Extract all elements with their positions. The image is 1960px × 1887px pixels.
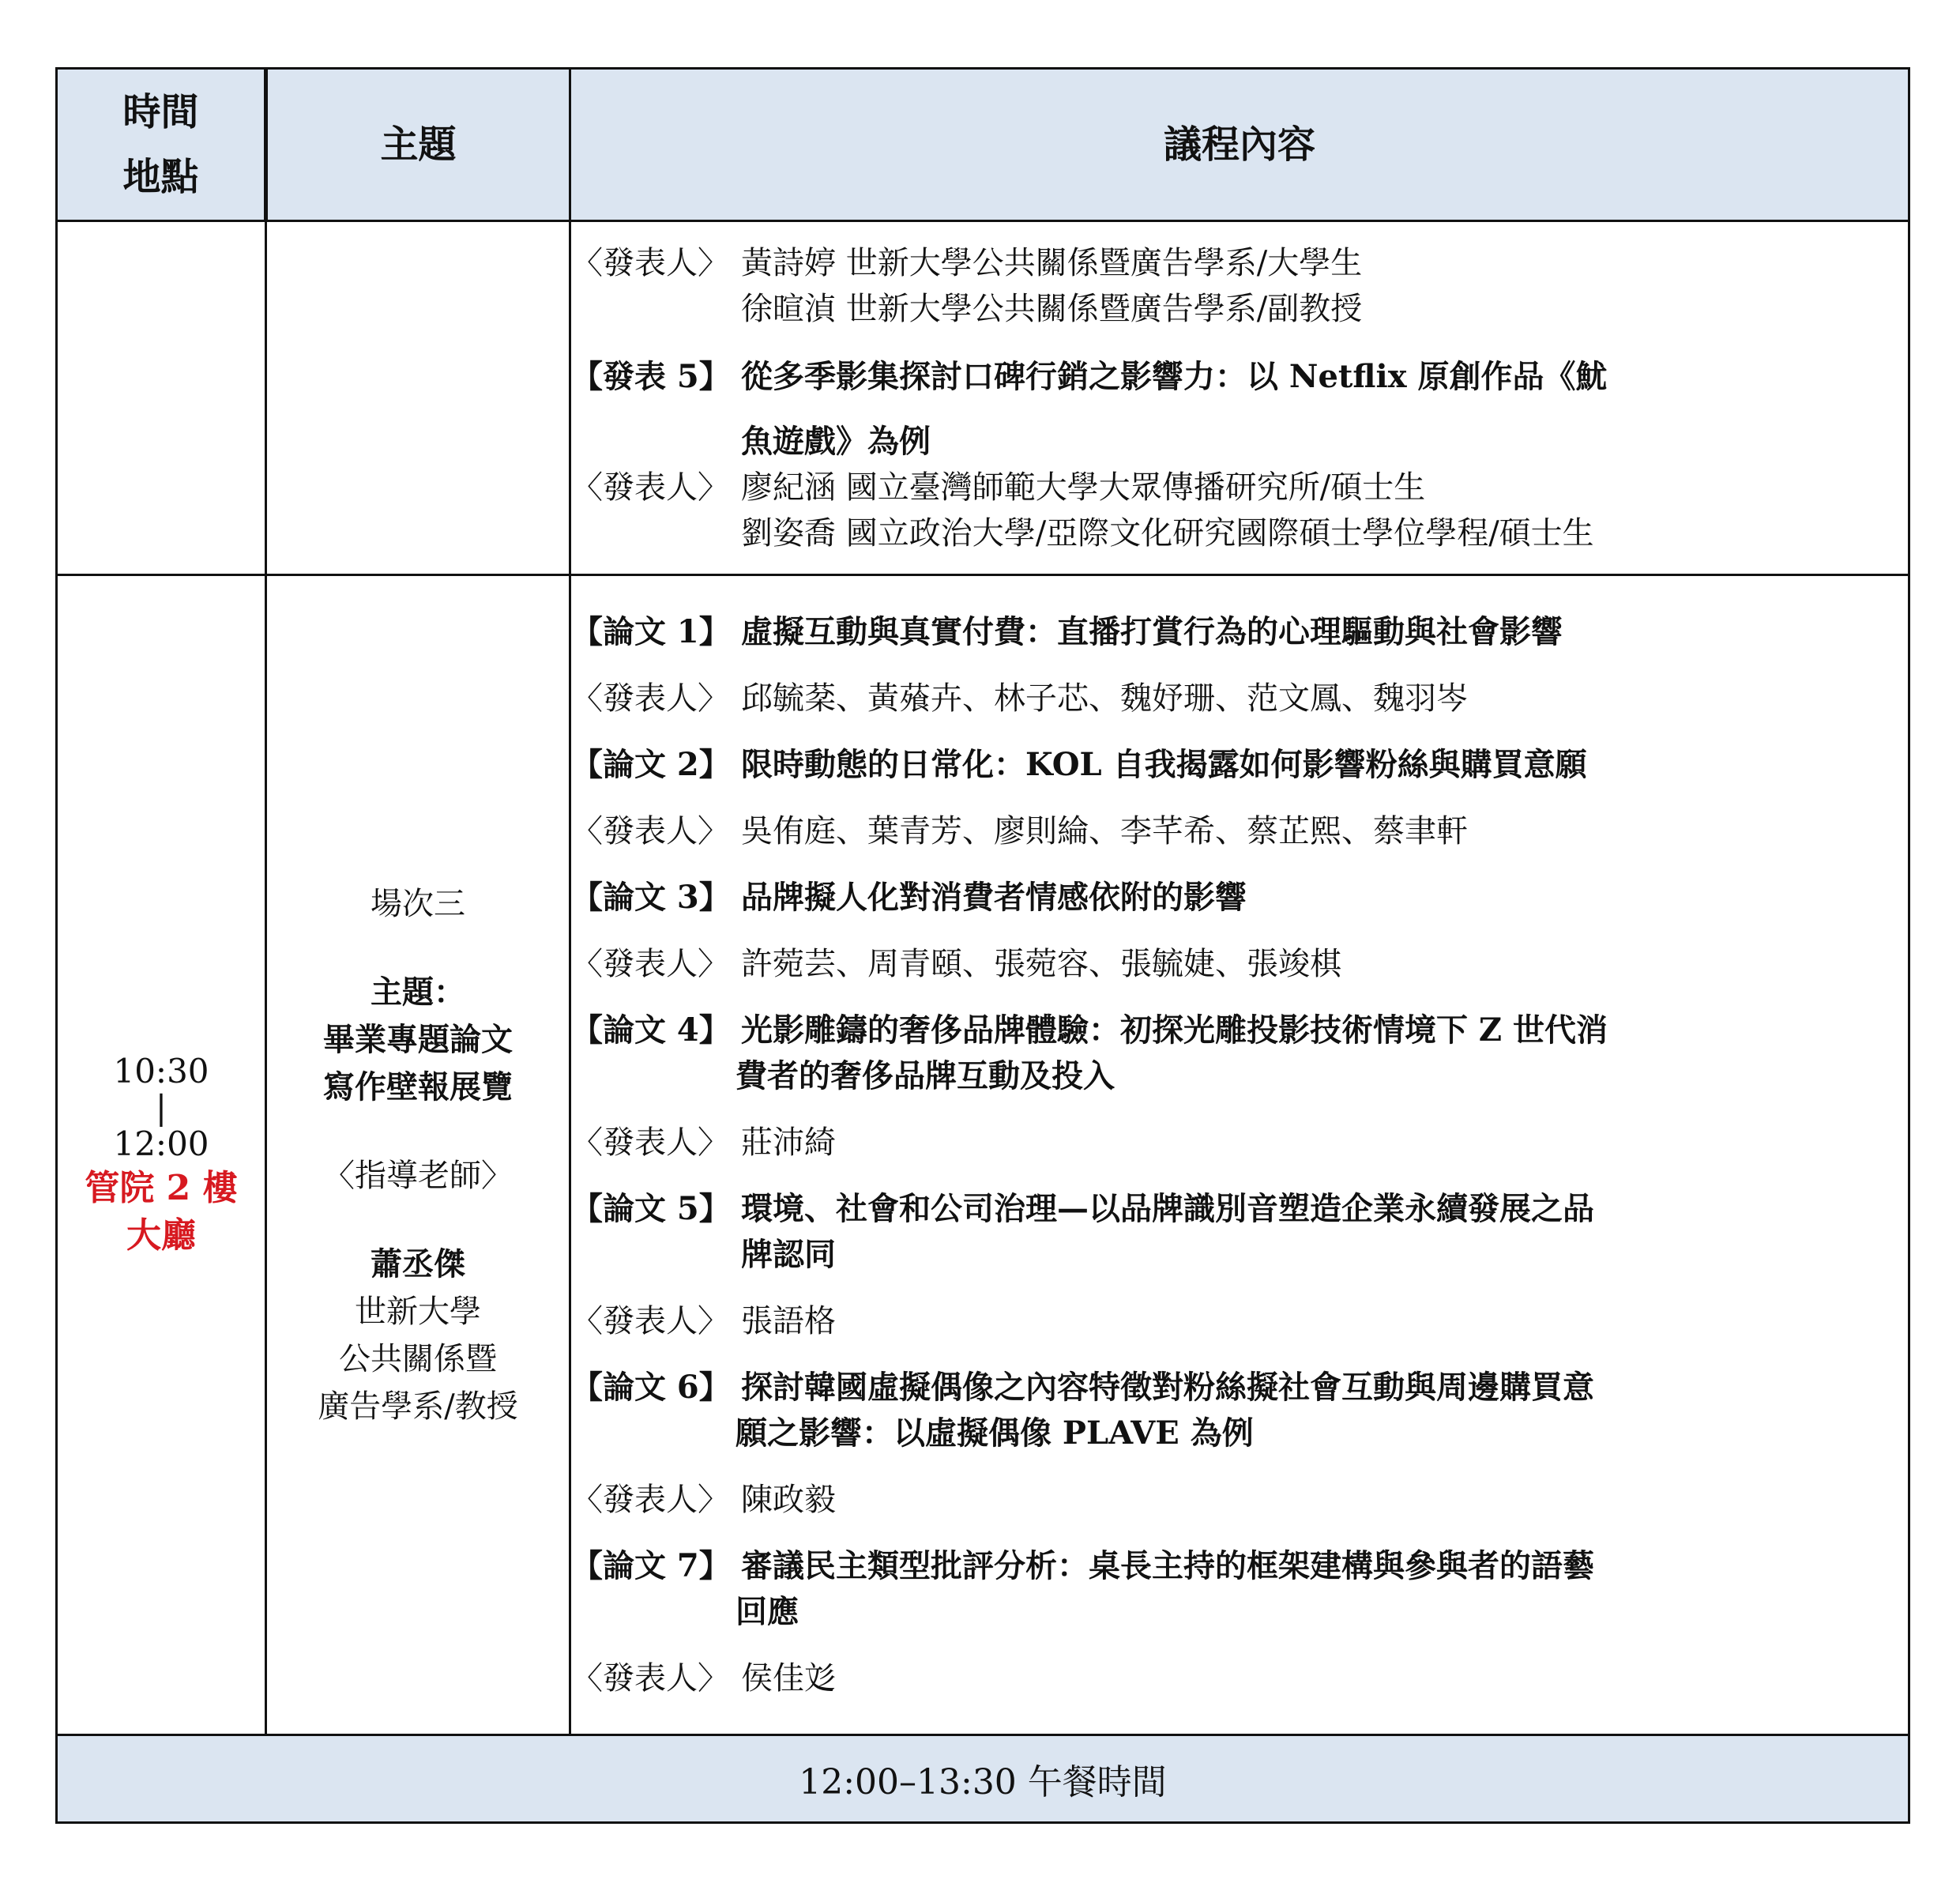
venue-line-1: 管院 2 樓 — [85, 1167, 238, 1208]
presenter-line — [571, 465, 1908, 510]
talk-title-line — [571, 354, 1908, 400]
paper-title-cont: 願之影響：以虛擬偶像 PLAVE 為例 — [735, 1414, 1254, 1452]
paper-title-line — [571, 609, 1908, 655]
agenda-cell-session-3 — [570, 575, 1909, 1735]
paper-label: 【論文 2】 — [571, 745, 731, 783]
session-label: 場次三 — [371, 885, 465, 922]
presenter-name: 廖紀涵 國立臺灣師範大學大眾傳播研究所/碩士生 — [741, 469, 1426, 506]
lunch-row — [57, 1735, 1909, 1823]
advisor-org: 世新大學 — [355, 1293, 481, 1330]
presenter-label: 〈發表人〉 — [571, 244, 729, 281]
presenter-line — [571, 1298, 1908, 1344]
topic-label: 主題： — [371, 973, 465, 1011]
paper-title: 虛擬互動與真實付費：直播打賞行為的心理驅動與社會影響 — [741, 612, 1563, 650]
paper-title-line — [571, 1365, 1908, 1411]
header-time-place — [57, 69, 266, 221]
header-row — [57, 69, 1909, 221]
presenter-names: 邱毓棻、黃蕵卉、林子芯、魏妤珊、范文鳳、魏羽岑 — [741, 680, 1468, 717]
venue-line-2: 大廳 — [126, 1215, 196, 1256]
paper-label: 【論文 4】 — [571, 1011, 731, 1049]
presenter-line — [571, 1655, 1908, 1701]
paper-label: 【論文 1】 — [571, 612, 731, 650]
paper-title: 環境、社會和公司治理—以品牌識別音塑造企業永續發展之品 — [741, 1189, 1594, 1227]
presenter-label: 〈發表人〉 — [571, 1124, 729, 1161]
topic-line-1: 畢業專題論文 — [323, 1020, 513, 1058]
paper-title: 光影雕鑄的奢侈品牌體驗：初探光雕投影技術情境下 Z 世代消 — [741, 1011, 1608, 1049]
paper-title-line — [571, 875, 1908, 921]
paper-title-line — [571, 1008, 1908, 1053]
presenter-names: 許菀芸、周青頤、張菀容、張毓婕、張竣棋 — [741, 945, 1341, 982]
session-row-continued — [57, 221, 1909, 575]
presenter-names: 張語格 — [741, 1302, 836, 1339]
topic-cell-empty — [266, 221, 570, 575]
time-place-cell — [57, 575, 266, 1735]
presenter-label: 〈發表人〉 — [571, 469, 729, 506]
talk-title-cont: 魚遊戲》為例 — [741, 422, 931, 460]
presenter-name: 劉姿喬 國立政治大學/亞際文化研究國際碩士學位學程/碩士生 — [741, 514, 1594, 552]
advisor-name: 蕭丞傑 — [371, 1245, 465, 1282]
presenter-label: 〈發表人〉 — [571, 1481, 729, 1518]
presenter-line — [571, 808, 1908, 854]
topic-line-2: 寫作壁報展覽 — [323, 1068, 513, 1105]
presenter-name: 徐暄湞 世新大學公共關係暨廣告學系/副教授 — [741, 290, 1363, 327]
paper-title-cont: 回應 — [735, 1592, 799, 1630]
paper-label: 【論文 6】 — [571, 1368, 731, 1406]
paper-label: 【論文 7】 — [571, 1546, 731, 1584]
presenter-line — [571, 1120, 1908, 1166]
advisor-label: 〈指導老師〉 — [323, 1157, 513, 1194]
time-separator: | — [155, 1087, 167, 1127]
presenter-label: 〈發表人〉 — [571, 812, 729, 849]
paper-label: 【論文 3】 — [571, 878, 731, 916]
session-row-3 — [57, 575, 1909, 1735]
presenter-name: 黃詩婷 世新大學公共關係暨廣告學系/大學生 — [741, 244, 1363, 281]
agenda-table — [55, 67, 1910, 1824]
presenter-label: 〈發表人〉 — [571, 680, 729, 717]
header-topic: 主題 — [266, 69, 570, 221]
talk-label: 【發表 5】 — [571, 357, 731, 395]
header-time: 時間 — [122, 90, 199, 134]
advisor-org: 公共關係暨 — [339, 1340, 497, 1377]
lunch-cell: 12:00–13:30 午餐時間 — [57, 1735, 1909, 1823]
advisor-org: 廣告學系/教授 — [318, 1388, 518, 1425]
presenter-line — [571, 676, 1908, 721]
presenter-names: 吳侑庭、葉青芳、廖則綸、李芊希、蔡芷熙、蔡聿軒 — [741, 812, 1468, 849]
paper-label: 【論文 5】 — [571, 1189, 731, 1227]
presenter-names: 莊沛綺 — [741, 1124, 836, 1161]
presenter-line — [571, 941, 1908, 987]
paper-title-line — [571, 742, 1908, 788]
paper-title-line — [571, 1186, 1908, 1232]
paper-title: 審議民主類型批評分析：桌長主持的框架建構與參與者的語藝 — [741, 1546, 1594, 1584]
presenter-label: 〈發表人〉 — [571, 945, 729, 982]
presenter-label: 〈發表人〉 — [571, 1302, 729, 1339]
presenter-names: 侯佳彣 — [741, 1659, 836, 1697]
paper-title: 探討韓國虛擬偶像之內容特徵對粉絲擬社會互動與周邊購買意 — [741, 1368, 1594, 1406]
header-agenda: 議程內容 — [570, 69, 1909, 221]
talk-title: 從多季影集探討口碑行銷之影響力：以 Netflix 原創作品《魷 — [741, 357, 1608, 395]
paper-title-cont: 牌認同 — [741, 1235, 836, 1273]
paper-title-line — [571, 1543, 1908, 1589]
presenter-label: 〈發表人〉 — [571, 1659, 729, 1697]
paper-title-cont: 費者的奢侈品牌互動及投入 — [735, 1056, 1115, 1094]
paper-title: 限時動態的日常化：KOL 自我揭露如何影響粉絲與購買意願 — [741, 745, 1587, 783]
time-cell-empty — [57, 221, 266, 575]
presenter-line — [571, 240, 1908, 286]
agenda-cell-continued — [570, 221, 1909, 575]
time-start: 10:30 — [113, 1051, 209, 1090]
presenter-line — [571, 1477, 1908, 1523]
presenter-names: 陳政毅 — [741, 1481, 836, 1518]
topic-cell — [266, 575, 570, 1735]
time-end: 12:00 — [113, 1124, 209, 1163]
paper-title: 品牌擬人化對消費者情感依附的影響 — [741, 878, 1247, 916]
header-place: 地點 — [122, 155, 199, 199]
